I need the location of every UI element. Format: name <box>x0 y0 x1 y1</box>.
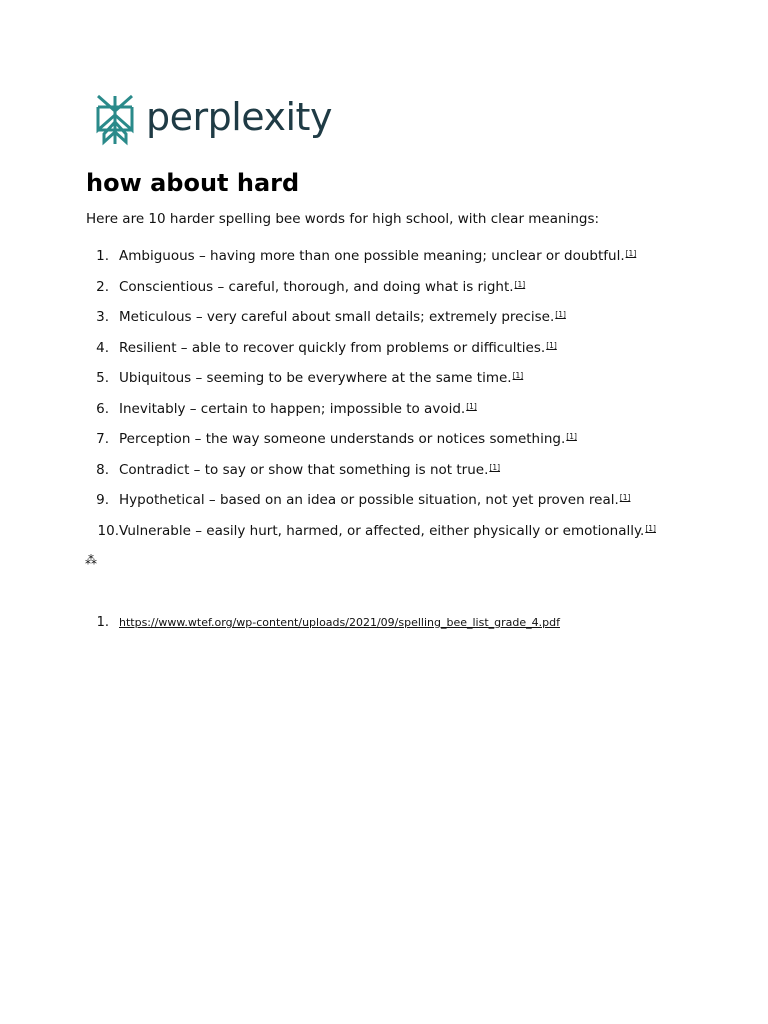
list-item-text: Perception – the way someone understands or notices something. <box>119 431 566 447</box>
list-item <box>86 246 656 277</box>
citation-link[interactable]: [1] <box>566 432 577 441</box>
reference-item <box>86 614 560 632</box>
brand-wordmark: perplexity <box>146 95 332 139</box>
list-number: 8. <box>96 461 109 478</box>
citation-link[interactable]: [1] <box>546 340 557 350</box>
list-item <box>86 460 656 491</box>
list-item <box>86 368 656 399</box>
list-item <box>86 429 656 460</box>
list-number: 7. <box>96 431 109 447</box>
citation-link[interactable]: [1] <box>619 493 631 502</box>
list-number: 3. <box>96 309 109 325</box>
list-item <box>86 307 656 338</box>
list-item-text: Ambiguous – having more than one possible meaning; unclear or doubtful. <box>119 248 625 264</box>
list-item <box>86 277 656 308</box>
word-list <box>86 246 656 551</box>
list-number: 9. <box>96 492 109 508</box>
perplexity-logo-icon <box>94 94 136 146</box>
list-number: 1. <box>96 248 109 264</box>
list-item-text: Ubiquitous – seeming to be everywhere at the same time. <box>119 370 512 386</box>
reference-number: 1. <box>96 615 109 630</box>
list-number: 6. <box>96 400 109 417</box>
citation-link[interactable]: [1] <box>489 462 501 472</box>
page-title: how about hard <box>86 169 300 197</box>
list-item-text: Contradict – to say or show that something is not true. <box>119 461 489 478</box>
list-number: 2. <box>96 278 109 295</box>
list-item <box>86 521 656 552</box>
list-item-text: Conscientious – careful, thorough, and doing what is right. <box>119 278 514 295</box>
references-list <box>86 614 560 632</box>
list-number: 5. <box>96 370 109 386</box>
list-item-text: Vulnerable – easily hurt, harmed, or affected, either physically or emotionally. <box>119 522 645 539</box>
list-item <box>86 490 656 521</box>
list-number: 4. <box>96 339 109 356</box>
list-item-text: Hypothetical – based on an idea or possible situation, not yet proven real. <box>119 492 619 508</box>
citation-link[interactable]: [1] <box>512 371 524 380</box>
citation-link[interactable]: [1] <box>555 310 566 319</box>
citation-link[interactable]: [1] <box>625 249 637 258</box>
perplexity-logo <box>94 94 332 146</box>
citation-link[interactable]: [1] <box>514 279 526 289</box>
list-item <box>86 338 656 369</box>
section-separator: ⁂ <box>85 553 97 567</box>
list-item-text: Resilient – able to recover quickly from problems or difficulties. <box>119 339 546 356</box>
list-item-text: Inevitably – certain to happen; impossible to avoid. <box>119 400 466 417</box>
list-item-text: Meticulous – very careful about small details; extremely precise. <box>119 309 555 325</box>
reference-link[interactable]: https://www.wtef.org/wp-content/uploads/2021/09/spelling_bee_list_grade_4.pdf <box>119 616 560 629</box>
intro-text: Here are 10 harder spelling bee words for high school, with clear meanings: <box>86 211 600 227</box>
citation-link[interactable]: [1] <box>645 523 656 533</box>
list-item <box>86 399 656 430</box>
citation-link[interactable]: [1] <box>466 401 477 411</box>
list-number: 10. <box>97 522 119 539</box>
